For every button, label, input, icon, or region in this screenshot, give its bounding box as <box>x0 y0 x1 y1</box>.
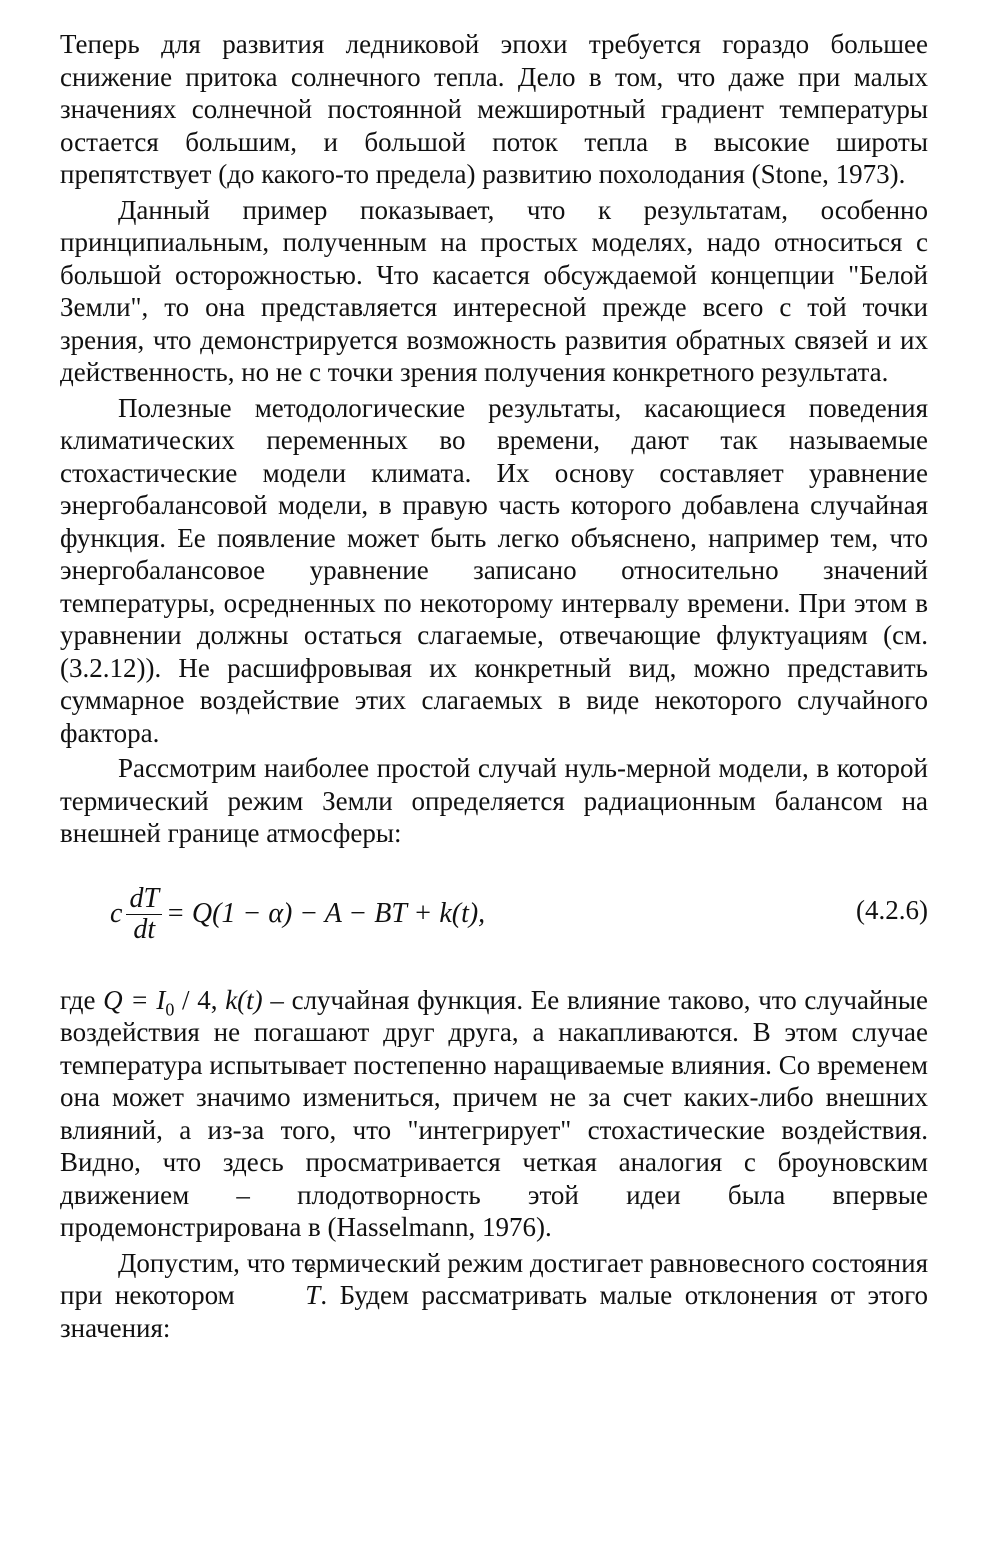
paragraph-6 <box>60 1247 928 1345</box>
fraction-denominator: dt <box>133 913 156 945</box>
t-hat-symbol: ˆ T <box>247 1279 320 1312</box>
paragraph-3: Полезные методологические результаты, касающиеся поведения климатических переменных во времени, дают так называемые стохастические модели климата. Их основу составляет уравнение энергобалансовой модели, в правую часть которого добавлена случайная функция. Ее появление может быть легко объяснено, например тем, что энергобалансовое уравнение записано относительно значений температуры, осредненных по некоторому интервалу времени. При этом в уравнении должны остаться слагаемые, отвечающие флуктуациям (см. (3.2.12)). Не расшифровывая их конкретный вид, можно представить суммарное воздействие этих слагаемых в виде некоторого случайного фактора. <box>60 392 928 748</box>
paragraph-5-text: – случайная функция. Ее влияние таково, что случайные воздействия не погашают друг друга, а накапливаются. В этом случае температура испытывает постепенно наращиваемые влияния. Со временем она может значимо измениться, причем не за счет каких-либо внешних влияний, а из-за того, что "интегрирует" стохастические воздействия. Видно, что здесь просматривается четкая аналогия с броуновским движением – плодотворность этой идеи была впервые продемонстрирована в (Hasselmann, 1976). <box>60 984 928 1242</box>
q-subscript: 0 <box>165 998 175 1019</box>
equation-fraction <box>126 884 162 945</box>
equation <box>110 884 485 945</box>
paragraph-4: Рассмотрим наиболее простой случай нуль-мерной модели, в которой термический режим Земли определяется радиационным балансом на внешней границе атмосферы: <box>60 753 928 848</box>
equation-coefficient: c <box>110 897 123 929</box>
document-page <box>60 28 928 1344</box>
paragraph-6-end: . Будем рассматривать малые отклонения от этого значения: <box>60 1280 928 1343</box>
k-function: k(t) <box>225 984 263 1015</box>
paragraph-5 <box>60 984 928 1244</box>
fraction-numerator: dT <box>126 884 162 915</box>
paragraph-2: Данный пример показывает, что к результатам, особенно принципиальным, полученным на простых моделях, надо относиться с большой осторожностью. Что касается обсуждаемой концепции "Белой Земли", то она представляется интересной прежде всего с той точки зрения, что демонстрируется возможность развития обратных связей и их действенность, но не с точки зрения получения конкретного результата. <box>60 194 928 387</box>
paragraph-6-start: Допустим, что термический режим достигает равновесного состояния при некотором <box>60 1247 928 1310</box>
paragraph-1: Теперь для развития ледниковой эпохи требуется гораздо большее снижение притока солнечного тепла. Дело в том, что даже при малых значениях солнечной постоянной межширотный градиент температуры остается большим, и большой поток тепла в высокие широты препятствует (до какого-то предела) развитию похолодания (Stone, 1973). <box>60 29 928 189</box>
equation-rhs: = Q(1 − α) − A − BT + k(t), <box>166 897 486 929</box>
where-word: где <box>60 984 104 1015</box>
equation-number: (4.2.6) <box>856 894 928 925</box>
q-definition: Q = I <box>103 984 166 1015</box>
q-definition-tail: / 4, <box>174 984 226 1015</box>
equation-block <box>60 864 928 976</box>
